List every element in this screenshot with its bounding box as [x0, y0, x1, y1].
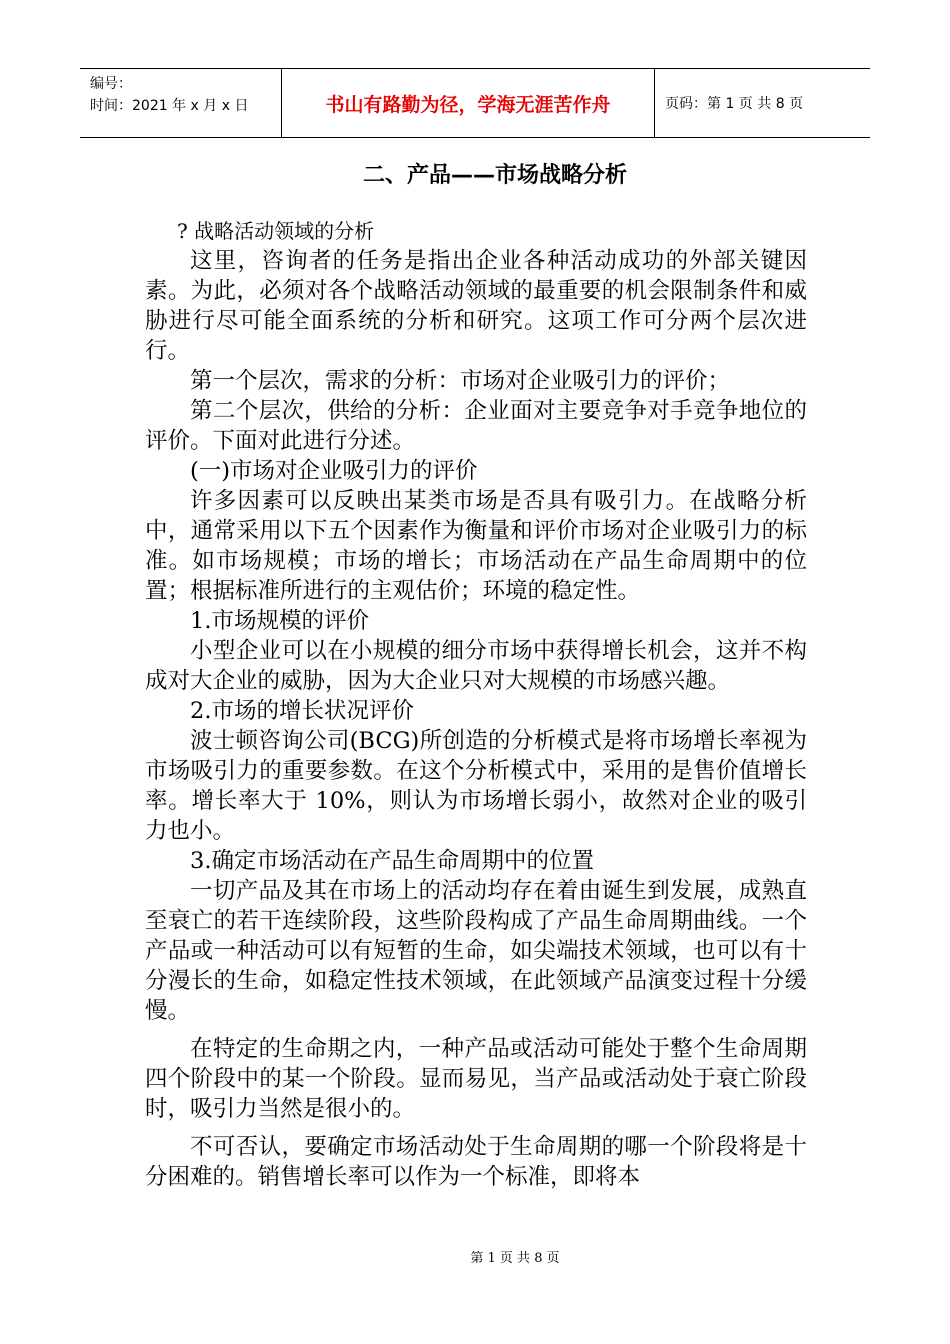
document-body	[145, 216, 807, 1192]
page-title: 二、产品——市场战略分析	[362, 163, 627, 188]
paragraph: 在特定的生命期之内，一种产品或活动可能处于整个生命周期四个阶段中的某一个阶段。显而易见，当产品或活动处于衰亡阶段时，吸引力当然是很小的。	[145, 1036, 807, 1122]
page-header	[80, 68, 870, 138]
paragraph: 许多因素可以反映出某类市场是否具有吸引力。在战略分析中，通常采用以下五个因素作为衡量和评价市场对企业吸引力的标准。如市场规模；市场的增长；市场活动在产品生命周期中的位置；根据标准所进行的主观估价；环境的稳定性。	[145, 488, 807, 604]
document-number-label: 编号：	[90, 76, 132, 92]
paragraph: 波士顿咨询公司(BCG)所创造的分析模式是将市场增长率视为市场吸引力的重要参数。在这个分析模式中，采用的是售价值增长率。增长率大于 10%，则认为市场增长弱小，故然对企业的吸引力也小。	[145, 728, 807, 844]
header-meta	[80, 69, 282, 137]
section-heading: ? 战略活动领域的分析	[177, 219, 375, 243]
paragraph: 一切产品及其在市场上的活动均存在着由诞生到发展，成熟直至衰亡的若干连续阶段，这些阶段构成了产品生命周期曲线。一个产品或一种活动可以有短暂的生命，如尖端技术领域，也可以有十分漫长的生命，如稳定性技术领域，在此领域产品演变过程十分缓慢。	[145, 878, 807, 1024]
header-page-number: 页码：第 1 页 共 8 页	[665, 96, 804, 112]
page-footer: 第 1 页 共 8 页	[470, 1251, 560, 1266]
paragraph: 第二个层次，供给的分析：企业面对主要竞争对手竞争地位的评价。下面对此进行分述。	[145, 398, 807, 454]
paragraph: 第一个层次，需求的分析：市场对企业吸引力的评价；	[190, 368, 731, 394]
paragraph: 不可否认，要确定市场活动处于生命周期的哪一个阶段将是十分困难的。销售增长率可以作为一个标准，即将本	[145, 1134, 807, 1190]
subsection-heading: (一)市场对企业吸引力的评价	[190, 458, 478, 484]
paragraph: 这里，咨询者的任务是指出企业各种活动成功的外部关键因素。为此，必须对各个战略活动领域的最重要的机会限制条件和威胁进行尽可能全面系统的分析和研究。这项工作可分两个层次进行。	[145, 248, 807, 364]
paragraph: 小型企业可以在小规模的细分市场中获得增长机会，这并不构成对大企业的威胁，因为大企业只对大规模的市场感兴趣。	[145, 638, 807, 694]
document-date-label: 时间：2021 年 x 月 x 日	[90, 98, 249, 114]
header-motto: 书山有路勤为径，学海无涯苦作舟	[282, 69, 655, 137]
subsection-heading: 2.市场的增长状况评价	[190, 698, 414, 724]
subsection-heading: 3.确定市场活动在产品生命周期中的位置	[190, 848, 594, 874]
subsection-heading: 1.市场规模的评价	[190, 608, 369, 634]
